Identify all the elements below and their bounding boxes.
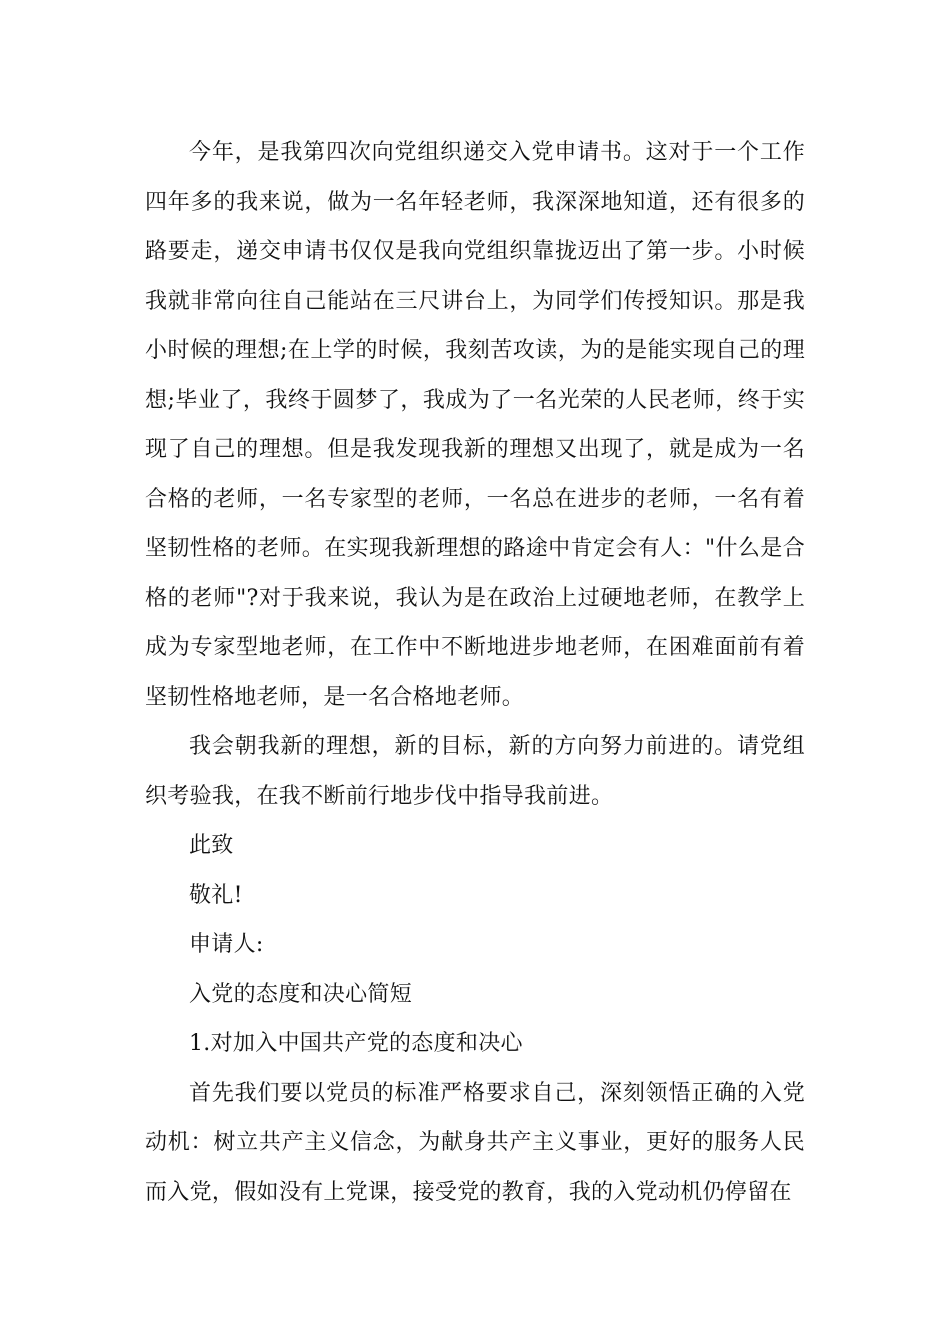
document-body — [145, 128, 805, 1217]
paragraph-motivation: 首先我们要以党员的标准严格要求自己，深刻领悟正确的入党动机：树立共产主义信念，为献身共产主义事业，更好的服务人民而入党，假如没有上党课，接受党的教育，我的入党动机仍停留在 — [145, 1080, 805, 1205]
paragraph-commitment: 我会朝我新的理想，新的目标，新的方向努力前进的。请党组织考验我，在我不断前行地步伐中指导我前进。 — [145, 734, 805, 809]
closing-salutation: 此致 — [189, 833, 234, 858]
subsection-heading: 1.对加入中国共产党的态度和决心 — [189, 1031, 523, 1056]
closing-regards: 敬礼! — [189, 882, 243, 908]
paragraph-application-story: 今年，是我第四次向党组织递交入党申请书。这对于一个工作四年多的我来说，做为一名年轻老师，我深深地知道，还有很多的路要走，递交申请书仅仅是我向党组织靠拢迈出了第一步。小时候我就非常向往自己能站在三尺讲台上，为同学们传授知识。那是我小时候的理想;在上学的时候，我刻苦攻读，为的是能实现自己的理想;毕业了，我终于圆梦了，我成为了一名光荣的人民老师，终于实现了自己的理想。但是我发现我新的理想又出现了，就是成为一名合格的老师，一名专家型的老师，一名总在进步的老师，一名有着坚韧性格的老师。在实现我新理想的路途中肯定会有人："什么是合格的老师"?对于我来说，我认为是在政治上过硬地老师，在教学上成为专家型地老师，在工作中不断地进步地老师，在困难面前有着坚韧性格地老师，是一名合格地老师。 — [145, 140, 805, 710]
applicant-label: 申请人: — [189, 932, 264, 957]
section-heading: 入党的态度和决心简短 — [189, 981, 413, 1007]
